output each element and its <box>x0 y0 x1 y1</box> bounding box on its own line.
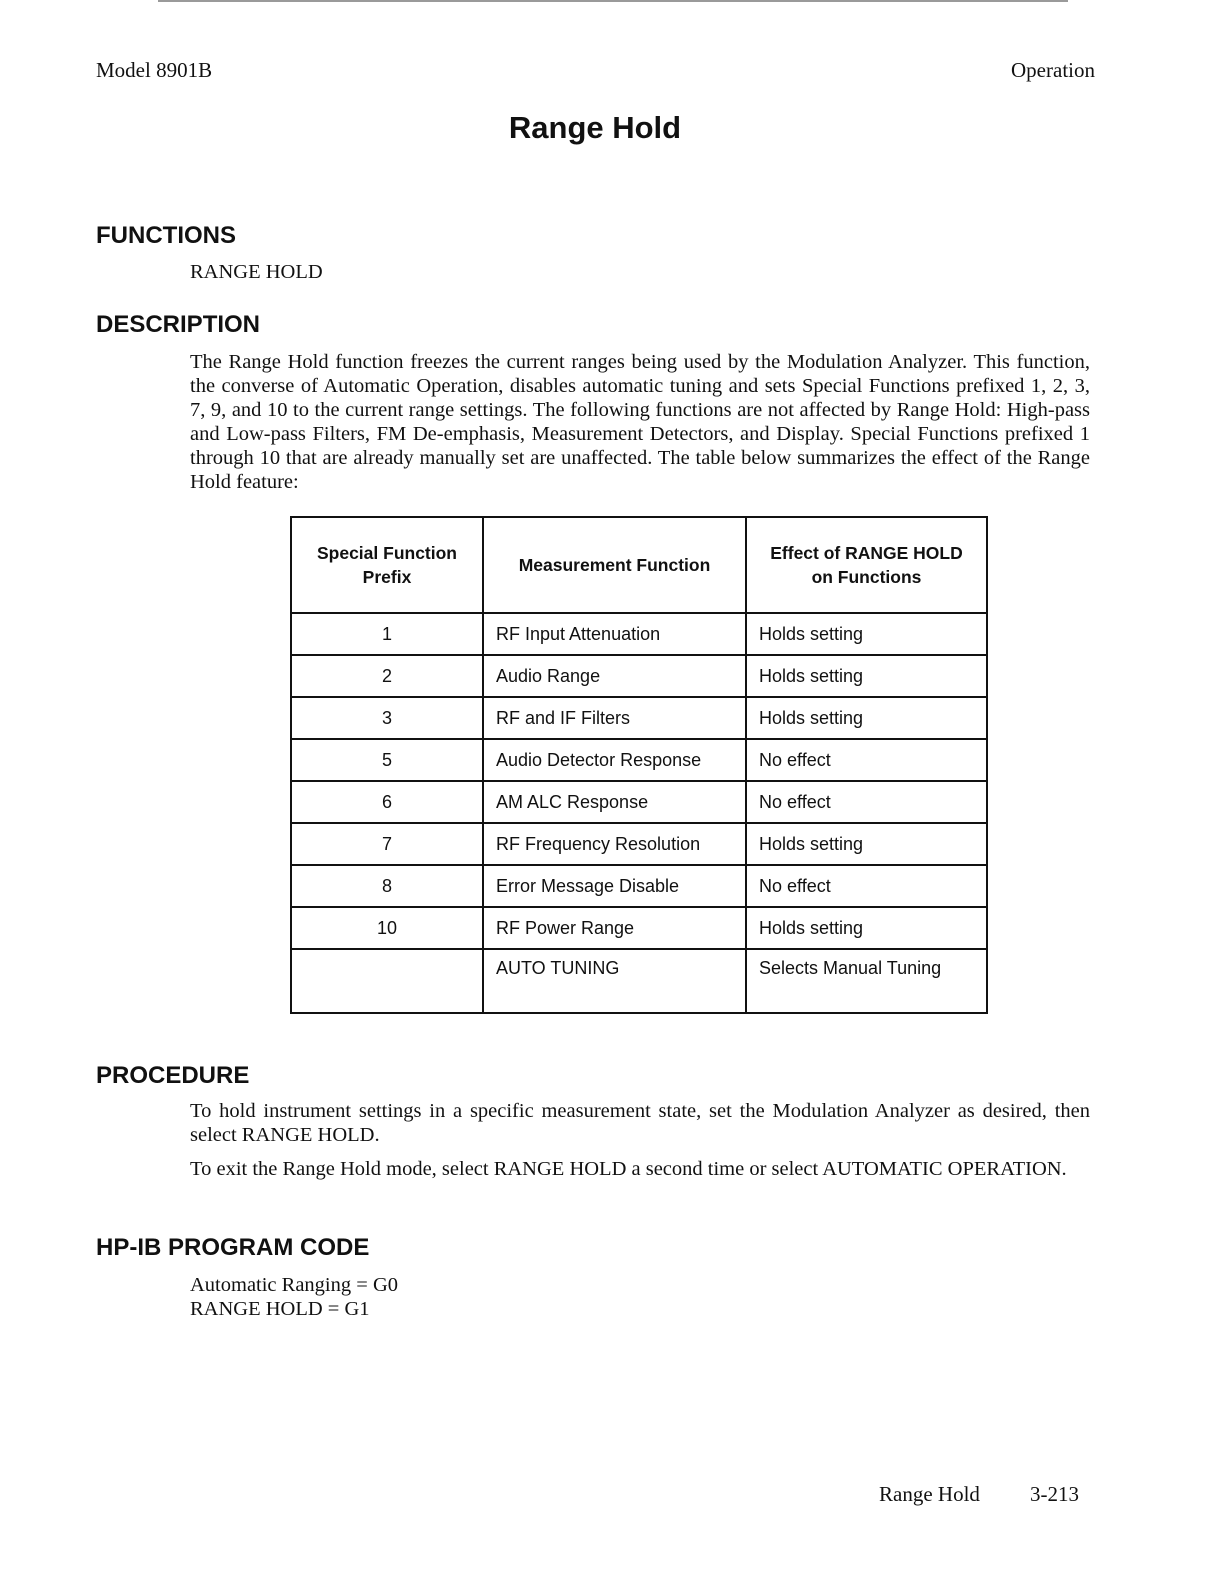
function-cell: RF and IF Filters <box>483 697 746 739</box>
function-cell: AUTO TUNING <box>483 949 746 1013</box>
table-row <box>291 823 987 865</box>
effect-cell: Holds setting <box>746 613 987 655</box>
prefix-cell: 3 <box>291 697 483 739</box>
procedure-heading: PROCEDURE <box>96 1062 250 1089</box>
program-code-body <box>190 1273 1090 1321</box>
table-header-row <box>291 517 987 613</box>
prefix-cell: 5 <box>291 739 483 781</box>
functions-heading: FUNCTIONS <box>96 222 236 249</box>
function-cell: RF Input Attenuation <box>483 613 746 655</box>
footer-title: Range Hold <box>879 1482 980 1506</box>
table-row <box>291 781 987 823</box>
procedure-paragraph: To hold instrument settings in a specific measurement state, set the Modulation Analyzer as desired, then select RANGE HOLD. <box>190 1100 1090 1146</box>
effect-cell: No effect <box>746 739 987 781</box>
effect-cell: Selects Manual Tuning <box>746 949 987 1013</box>
header-prefix: Special Function Prefix <box>291 517 483 613</box>
prefix-cell: 6 <box>291 781 483 823</box>
prefix-cell: 1 <box>291 613 483 655</box>
prefix-cell <box>291 949 483 1013</box>
header-effect: Effect of RANGE HOLD on Functions <box>746 517 987 613</box>
top-rule <box>158 0 1068 2</box>
header-section: Operation <box>1011 58 1095 82</box>
functions-text: RANGE HOLD <box>190 261 323 283</box>
page-number: 3-213 <box>1030 1482 1079 1506</box>
procedure-paragraph: To exit the Range Hold mode, select RANGE HOLD a second time or select AUTOMATIC OPERATION. <box>190 1158 1067 1180</box>
table-row <box>291 697 987 739</box>
header-model: Model 8901B <box>96 58 213 82</box>
effect-cell: No effect <box>746 781 987 823</box>
header-measurement-function: Measurement Function <box>483 517 746 613</box>
program-code-line: RANGE HOLD = G1 <box>190 1298 370 1320</box>
description-text: The Range Hold function freezes the current ranges being used by the Modulation Analyzer. This function, the converse of Automatic Operation, disables automatic tuning and sets Special Functions prefixed 1, 2, 3, 7, 9, and 10 to the current range settings. The following functions are not affected by Range Hold: High-pass and Low-pass Filters, FM De-emphasis, Measurement Detectors, and Display. Special Functions prefixed 1 through 10 that are already manually set are unaffected. The table below summarizes the effect of the Range Hold feature: <box>190 351 1090 493</box>
prefix-cell: 10 <box>291 907 483 949</box>
page-title: Range Hold <box>508 110 682 145</box>
table-row <box>291 613 987 655</box>
table-row <box>291 949 987 1013</box>
table-row <box>291 739 987 781</box>
effect-cell: Holds setting <box>746 697 987 739</box>
table-row <box>291 865 987 907</box>
function-cell: AM ALC Response <box>483 781 746 823</box>
table-row <box>291 907 987 949</box>
program-code-line: Automatic Ranging = G0 <box>190 1274 398 1296</box>
prefix-cell: 7 <box>291 823 483 865</box>
procedure-body <box>190 1099 1090 1181</box>
program-code-heading: HP-IB PROGRAM CODE <box>96 1234 370 1261</box>
function-cell: RF Frequency Resolution <box>483 823 746 865</box>
prefix-cell: 8 <box>291 865 483 907</box>
function-cell: Audio Detector Response <box>483 739 746 781</box>
effect-cell: Holds setting <box>746 823 987 865</box>
effect-cell: No effect <box>746 865 987 907</box>
description-heading: DESCRIPTION <box>96 311 261 338</box>
function-cell: Error Message Disable <box>483 865 746 907</box>
effect-cell: Holds setting <box>746 907 987 949</box>
function-cell: RF Power Range <box>483 907 746 949</box>
effect-cell: Holds setting <box>746 655 987 697</box>
function-cell: Audio Range <box>483 655 746 697</box>
table-row <box>291 655 987 697</box>
range-hold-table <box>290 516 988 1014</box>
prefix-cell: 2 <box>291 655 483 697</box>
